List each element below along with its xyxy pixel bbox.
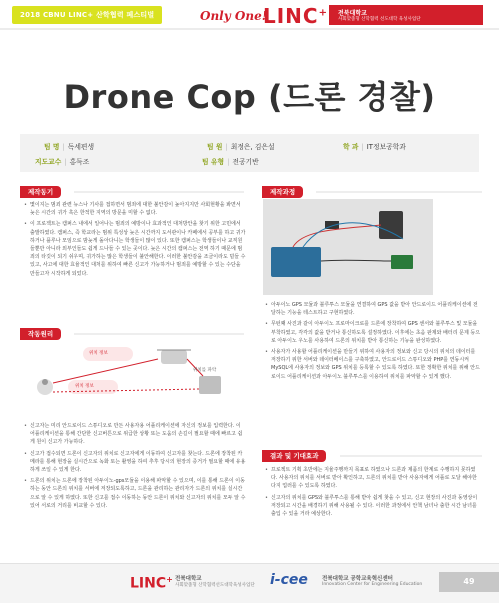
page-title: Drone Cop (드론 경찰): [63, 78, 436, 116]
university-name: 전북대학교: [338, 10, 367, 17]
list-item: • 무턴째 사진과 같이 아두이노 프로마이크로를 드론에 장착하여 GPS 센서와 블루투스 및 모듈을 부착하였고, 각각의 값을 받거나 통신하도록 설정하였다. 이후에는 초음 판제와 배터리 문제 등으로 아두이노 우노를 사용하여 드론의 위치를 받아 통신하는 기능을 완성하였다.: [265, 320, 481, 345]
footer-center-name: 전북대학교 공학교육혁신센터: [322, 576, 393, 582]
drone-icon: [161, 350, 187, 364]
list-item: • 드론의 위치는 드론에 장착된 아두이노-gps모듈을 이용해 파악할 수 있으며, 이를 통해 드론이 이동하는 동안 드론의 위치를 서버에 저장되도록하고, 드론을 관리하는 관리자가 드론의 위치를 실시간으로 알 수 있게 하였다. 또한 신고를 접수 이동하는 동안 드론이 위치와 신고자의 위치를 모두 알 수 있어 서로의 거리를 비교할 수 있다.: [24, 477, 246, 510]
flow-label-server: 위치를 파악: [193, 368, 217, 373]
members-value: 최정은, 김은설: [230, 143, 275, 151]
members-row: 팀 원 | 최정은, 김은설: [207, 143, 275, 151]
dept-key: 학 과: [343, 143, 359, 151]
advisor-value: 홍득조: [69, 158, 90, 166]
footer-linc-text: LINC: [130, 575, 167, 592]
hardware-photo-svg: [263, 199, 433, 295]
arduino-board-icon: [271, 247, 321, 277]
flow-diagram-svg: [23, 345, 233, 411]
university-banner: [329, 5, 483, 25]
team-info: [20, 134, 479, 172]
advisor-key: 지도교수: [35, 158, 62, 166]
tag-cbnu: CBNU LINC+: [42, 11, 94, 19]
type-row: 팀 유형 | 전공기반: [202, 158, 259, 166]
list-item: • 몇이지는 범죄 관련 뉴스나 기사를 접하면서 범죄에 대한 불안감이 높아지지만 사회현황을 봐면서 늦은 시간의 귀가 혹은 한적한 지역의 방문을 미할 수 없다.: [24, 201, 246, 217]
footer-univ-sub: 사회맞춤형 산학협력선도대학육성사업단: [175, 583, 255, 588]
principle-text: [24, 422, 246, 513]
list-item: • 신고가 접수되면 드론이 신고자의 위치로 신고자에게 이동하여 신고자를 찾는다. 드론에 장착된 카메라를 통해 현장을 실시간으로 녹화 또는 촬영을 하여 추후 당시의 현장의 증거가 필요할 때에 유용하게 쓰일 수 있게 한다.: [24, 450, 246, 475]
process-text: [265, 301, 481, 384]
flow-arrow-1: [53, 359, 158, 383]
icee-logo: i-cee: [270, 572, 308, 588]
flow-label-top: 위치 정보: [89, 351, 108, 356]
list-item: • 이 프로젝트는 캠퍼스 내에서 일어나는 범죄의 예방이나 효과적인 대처방안을 찾기 위한 고민에서 출발하였다. 캠퍼스, 즉 학교라는 범위 특성상 늦은 시간까지 도서관이나 카페에서 공부를 하고 귀가하거나 플루나 모임으로 밤늦게 돌아다니는 학생들이 많이 있다. 또한 캠퍼스는 학생들이나 교직원들뿐만 아니라 외부인들도 쉽게 드나들 수 있는 곳이다. 늦은 시간의 캠퍼스는 전역 하기 때문에 범죄의 타깃이 되기 쉬우며, 귀가하는 많은 학생들이 불안해한다. 이러한 불안감을 조금이라도 덜들 수 있고, 사고에 대한 효율적인 대처를 위하여 빠른 신고가 가능하거나 범죄를 예방할 수 있는 수단을 만들고자 시작하게 되었다.: [24, 220, 246, 277]
divider: [340, 455, 482, 457]
hardware-photo: [263, 199, 433, 295]
linc-logo: LINC+: [263, 4, 328, 28]
team-name-value: 독세편생: [67, 143, 95, 151]
festival-tag: [12, 6, 162, 24]
dept-row: 학 과 | IT정보공학과: [343, 143, 406, 151]
list-item: • 신고자는 미리 안드로이드 스튜디오로 만든 사용자용 어플리케이션에 자신의 정보를 입력한다. 이 어플리케이션을 통해 간단한 신고버튼으로 위급한 상황 또는 도움의 손길이 필요할 때에 빠르고 쉽게 원이 신고가 가능하다.: [24, 422, 246, 447]
linc-logo-text: LINC: [263, 4, 319, 28]
flow-diagram: [23, 345, 233, 411]
bluetooth-module-icon: [391, 255, 413, 269]
divider: [74, 191, 244, 193]
footer-univ-name: 전북대학교: [175, 576, 202, 582]
team-name-key: 팀 명: [44, 143, 60, 151]
list-item: • 아두이노 GPS 모듈과 블루투스 모듈을 연결하여 GPS 값을 받아 안드로이드 어플리케이션에 전달하는 기능을 테스트하고 구현하였다.: [265, 301, 481, 317]
footer-center-sub: Innovation Center for Engineering Education: [322, 582, 423, 587]
university-sub: 사회맞춤형 산학협력 선도대학 육성사업단: [338, 17, 421, 22]
advisor-row: 지도교수 | 홍득조: [35, 158, 90, 166]
section-heading-background: 제작동기: [20, 186, 61, 198]
footer: [0, 563, 499, 603]
type-value: 전공기반: [232, 158, 259, 166]
server-icon: [199, 376, 221, 394]
members-key: 팀 원: [207, 143, 223, 151]
list-item: • 프로젝트 기획 초반에는 지율주행까지 목표로 하였으나 드론과 제품의 한계로 수행하지 못하였다. 사용자의 위치를 서버로 받아 확인하고, 드론의 위치를 받아 사용자에게 어플로 도달 해야한다지 업러를 수 있도록 하였다.: [265, 466, 481, 491]
type-key: 팀 유형: [202, 158, 225, 166]
section-heading-results: 결과 및 기대효과: [262, 450, 326, 462]
section-heading-principle: 작동원리: [20, 328, 61, 340]
divider: [74, 333, 244, 335]
page-number: 49: [439, 572, 499, 592]
section-heading-process: 제작과정: [262, 186, 303, 198]
gps-module-icon: [379, 211, 403, 239]
tag-suffix: 산학협력 페스티벌: [95, 11, 155, 19]
list-item: • 신고자의 위치를 GPS와 블루투스를 통해 받아 쉽게 찾을 수 있고, 신고 현장의 사진과 동영상이 저장되고 시간을 배경하기 위해 사용될 수 있다. 이러한 과정에서 안책 남녀나 출한 시간 남녀를 출입 수 있을 거라 예상한다.: [265, 494, 481, 519]
flow-label-bottom: 위치 정보: [75, 384, 94, 389]
list-item: • 사용자가 사용할 어플리케이션을 만들기 위하여 사용자의 정보와 신고 당시의 위치의 데이터를 저장하기 위한 서버와 데이터베이스를 구축하였고, 안드로이드 스튜디오와 PHP를 연동시켜 MySQL에 사용자의 정보와 GPS 위치를 등록할 수 있도록 하였다. 또한 정확한 위치를 위해 안드로이드 어플리케이션과 아두이노 블루투스를 이용하여 위치를 파악할 수 있게 했다.: [265, 348, 481, 381]
results-text: [265, 466, 481, 521]
person-head-icon: [42, 379, 48, 385]
top-banner: [0, 0, 499, 30]
divider: [0, 28, 499, 30]
footer-linc-logo: LINC+: [130, 575, 173, 592]
only-one-slogan: Only One!: [200, 9, 267, 23]
divider: [316, 191, 482, 193]
tag-year: 2018: [20, 11, 41, 19]
team-name-row: 팀 명 | 독세편생: [44, 143, 95, 151]
background-text: [24, 201, 246, 281]
dept-value: IT정보공학과: [366, 143, 406, 151]
